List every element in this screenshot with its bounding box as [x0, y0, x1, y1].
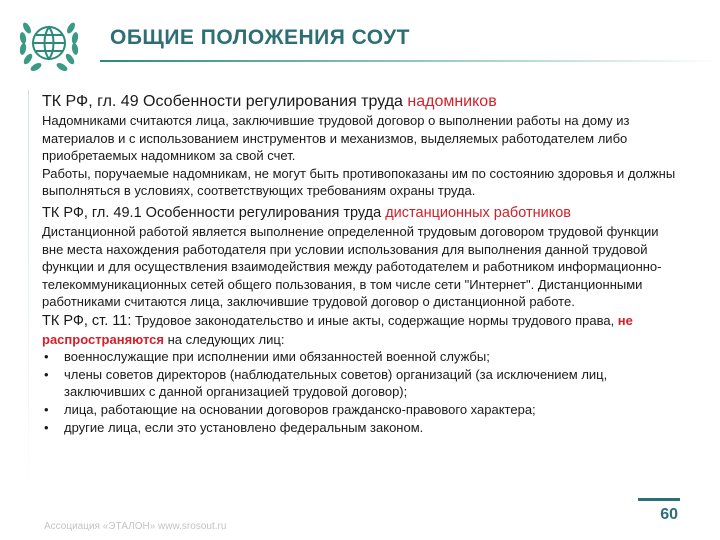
- section1-heading-highlight: надомников: [407, 93, 497, 110]
- bullet-icon: •: [44, 349, 49, 365]
- list-item-text: другие лица, если это установлено федеральным законом.: [64, 419, 424, 435]
- section1-para1: Надомниками считаются лица, заключившие трудовой договор о выполнении работы на дому из материалов и с использованием инструментов и механизмов, выделяемых работодателем либо приобретаемых надомником за свой счет.: [42, 113, 630, 164]
- page-number-divider: [638, 498, 680, 501]
- content-area: [42, 92, 682, 436]
- section2-heading-prefix: ТК РФ, гл. 49.1 Особенности регулирования труда: [42, 204, 386, 221]
- section2-heading: [42, 204, 682, 223]
- section2-heading-highlight: дистанционных работников: [385, 204, 571, 221]
- bullet-icon: •: [44, 401, 49, 417]
- list-item-text: лица, работающие на основании договоров гражданско-правового характера;: [64, 401, 536, 417]
- exclusion-list: [42, 348, 682, 436]
- section1-heading: [42, 92, 682, 112]
- left-divider: [28, 90, 29, 500]
- section3-heading: ТК РФ, ст. 11:: [42, 312, 132, 329]
- page-number: 60: [660, 506, 678, 523]
- bullet-icon: •: [44, 366, 49, 382]
- page-title: ОБЩИЕ ПОЛОЖЕНИЯ СОУТ: [110, 26, 410, 49]
- section1-para2: Работы, поручаемые надомникам, не могут быть противопоказаны им по состоянию здоровья и должны выполняться в условиях, соответствующих требованиям охраны труда.: [42, 165, 676, 199]
- list-item: [42, 401, 682, 419]
- list-item-text: члены советов директоров (наблюдательных советов) организаций (за исключением лиц, заключивших с данной организацией трудовой договор);: [64, 366, 608, 400]
- section3-intro: [42, 312, 682, 348]
- section3-text-before: Трудовое законодательство и иные акты, содержащие нормы трудового права,: [131, 312, 618, 328]
- section1-heading-prefix: ТК РФ, гл. 49 Особенности регулирования труда: [42, 93, 408, 110]
- bullet-icon: •: [44, 419, 49, 435]
- list-item-text: военнослужащие при исполнении ими обязанностей военной службы;: [64, 349, 490, 365]
- header-divider: [100, 60, 720, 62]
- list-item: [42, 366, 682, 401]
- section3-highlight: не распространяются: [42, 312, 633, 347]
- section2-para: Дистанционной работой является выполнение определенной трудовым договором трудовой функции вне места нахождения работодателя при условии использования для выполнения данной трудовой функции и для осуществления взаимодействия между работодателем и работником информационно-телекоммуникационных сетей общего пользования, в том числе сети "Интернет". Дистанционными работниками считаются лица, заключившие трудовой договор о дистанционной работе.: [42, 223, 662, 310]
- wreath-globe-logo: [12, 8, 86, 78]
- footer-text: Ассоциация «ЭТАЛОН» www.srosout.ru: [44, 521, 227, 532]
- section3-text-after: на следующих лиц:: [163, 331, 285, 347]
- list-item: [42, 348, 682, 366]
- list-item: [42, 419, 682, 437]
